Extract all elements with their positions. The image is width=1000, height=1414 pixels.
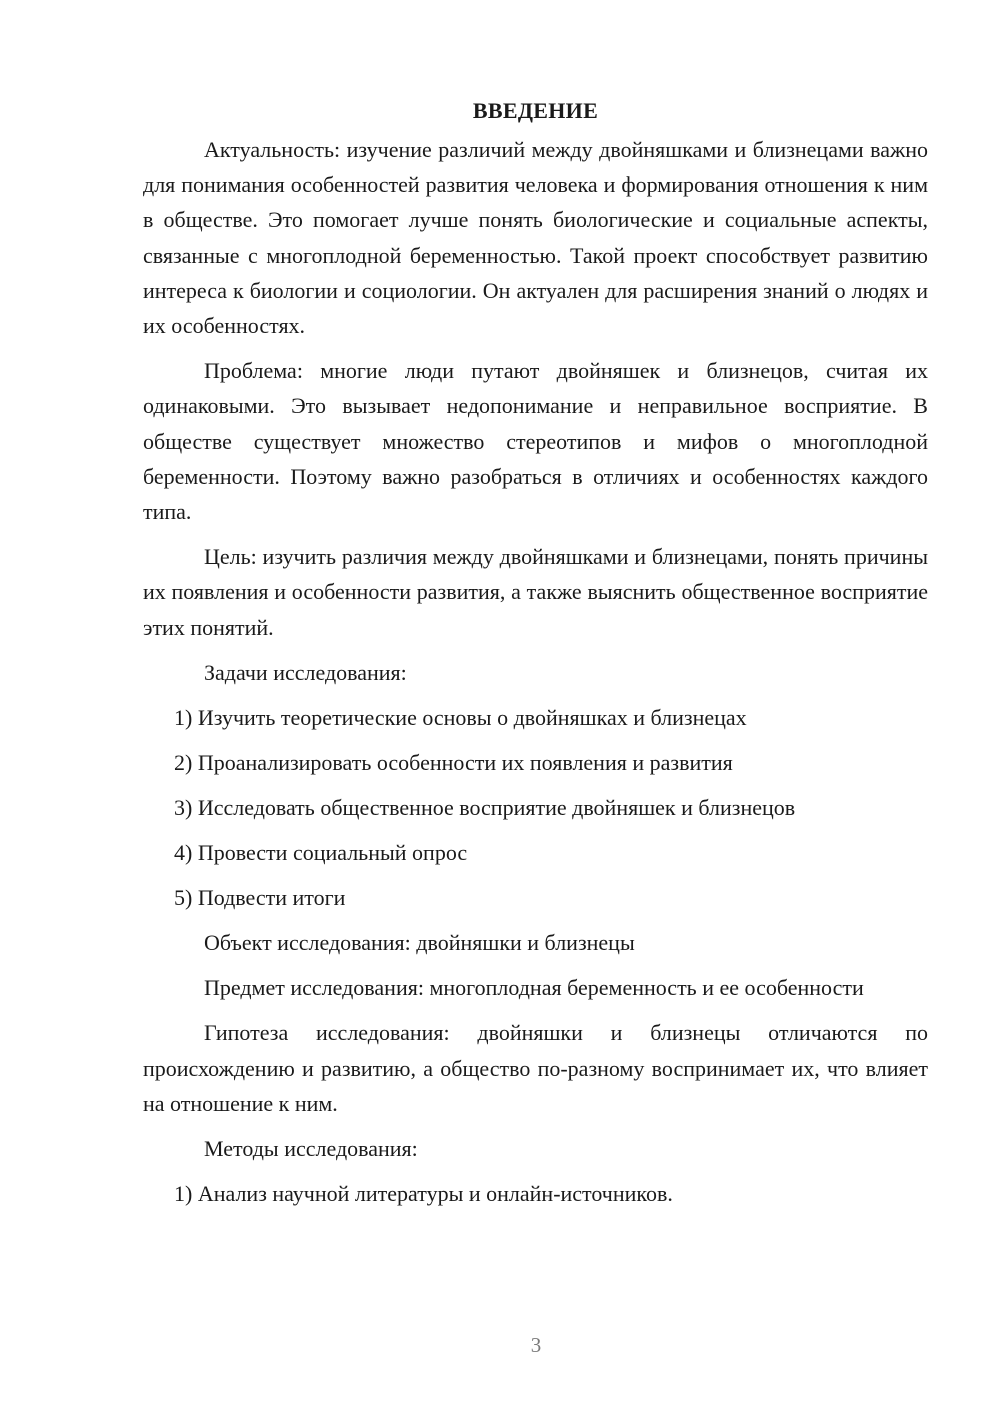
- page-number: 3: [530, 1333, 542, 1357]
- problem-paragraph: Проблема: многие люди путают двойняшек и близнецов, считая их одинаковыми. Это вызывает недопонимание и неправильное восприятие. В обществе существует множество стереотипов и мифов о многоплодной беременности. Поэтому важно разобраться в отличиях и особенностях каждого типа.: [143, 358, 928, 525]
- section-title: ВВЕДЕНИЕ: [472, 98, 599, 123]
- list-item: 4) Провести социальный опрос: [174, 840, 468, 866]
- methods-heading: Методы исследования:: [204, 1136, 418, 1162]
- relevance-paragraph: Актуальность: изучение различий между двойняшками и близнецами важно для понимания особенностей развития человека и формирования отношения к ним в обществе. Это помогает лучше понять биологические и социальные аспекты, связанные с многоплодной беременностью. Такой проект способствует развитию интереса к биологии и социологии. Он актуален для расширения знаний о людях и их особенностях.: [143, 137, 928, 339]
- subject-paragraph: Предмет исследования: многоплодная беременность и ее особенности: [204, 975, 864, 1001]
- page-content: [143, 94, 928, 1211]
- list-item: 5) Подвести итоги: [174, 885, 346, 911]
- methods-list: [143, 1176, 928, 1211]
- tasks-list: [143, 700, 928, 915]
- object-paragraph: Объект исследования: двойняшки и близнецы: [204, 930, 635, 956]
- goal-paragraph: Цель: изучить различия между двойняшками и близнецами, понять причины их появления и особенности развития, а также выяснить общественное восприятие этих понятий.: [143, 544, 928, 640]
- tasks-heading: Задачи исследования:: [204, 659, 407, 685]
- list-item: 1) Изучить теоретические основы о двойняшках и близнецах: [174, 705, 747, 731]
- list-item: 1) Анализ научной литературы и онлайн-источников.: [174, 1181, 673, 1207]
- hypothesis-paragraph: Гипотеза исследования: двойняшки и близнецы отличаются по происхождению и развитию, а общество по-разному воспринимает их, что влияет на отношение к ним.: [143, 1020, 928, 1116]
- list-item: 2) Проанализировать особенности их появления и развития: [174, 750, 733, 776]
- list-item: 3) Исследовать общественное восприятие двойняшек и близнецов: [174, 795, 796, 821]
